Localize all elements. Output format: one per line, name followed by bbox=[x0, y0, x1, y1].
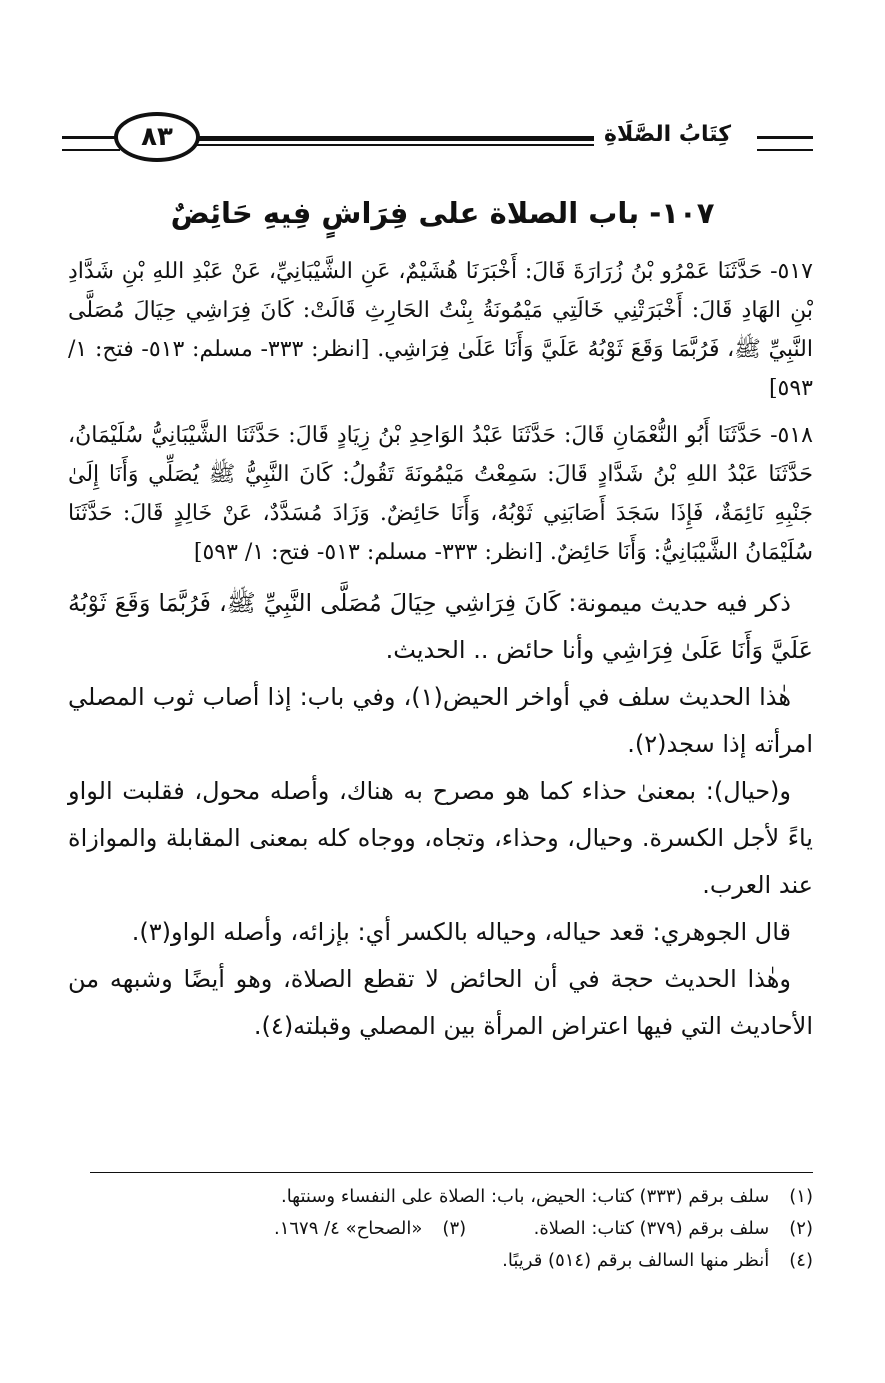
footnote-number: (٤) bbox=[789, 1250, 813, 1271]
footnotes bbox=[90, 1172, 813, 1277]
commentary-paragraph: قال الجوهري: قعد حياله، وحياله بالكسر أي: بإزائه، وأصله الواو(٣). bbox=[131, 918, 791, 946]
footnote bbox=[90, 1213, 813, 1245]
commentary-paragraph: ذكر فيه حديث ميمونة: كَانَ فِرَاشِي حِيَالَ مُصَلَّى النَّبِيِّ ﷺ، فَرُبَّمَا وَقَعَ ثَوْبُهُ عَلَيَّ وَأَنَا عَلَىٰ فِرَاشِي وأنا حائض .. الحديث. bbox=[68, 589, 813, 664]
header-ornament-left bbox=[62, 136, 120, 151]
page-number: ٨٣ bbox=[114, 112, 200, 162]
hadith-518: ٥١٨- حَدَّثَنَا أَبُو النُّعْمَانِ قَالَ: حَدَّثَنَا عَبْدُ الوَاحِدِ بْنُ زِيَادٍ قَالَ: حَدَّثَنَا الشَّيْبَانِيُّ سُلَيْمَانُ، حَدَّثَنَا عَبْدُ اللهِ بْنُ شَدَّادٍ قَالَ: سَمِعْتُ مَيْمُونَةَ تَقُولُ: كَانَ النَّبِيُّ ﷺ يُصَلِّي وَأَنَا إِلَىٰ جَنْبِهِ نَائِمَةٌ، فَإِذَا سَجَدَ أَصَابَنِي ثَوْبُهُ، وَأَنَا حَائِضٌ. وَزَادَ مُسَدَّدٌ، عَنْ خَالِدٍ قَالَ: حَدَّثَنَا سُلَيْمَانُ الشَّيْبَانِيُّ: وَأَنَا حَائِضٌ. [انظر: ٣٣٣- مسلم: ٥١٣- فتح: ١/ ٥٩٣] bbox=[68, 423, 813, 565]
page-header bbox=[62, 108, 813, 170]
commentary-paragraph: و(حيال): بمعنىٰ حذاء كما هو مصرح به هناك، وأصله محول، فقلبت الواو ياءً لأجل الكسرة. وحيال، وحذاء، وتجاه، ووجاه كله بمعنى المقابلة والموازاة عند العرب. bbox=[68, 777, 813, 899]
footnote-text: سلف برقم (٣٣٣) كتاب: الحيض، باب: الصلاة على النفساء وسنتها. bbox=[280, 1186, 770, 1207]
commentary-paragraph: هٰذا الحديث سلف في أواخر الحيض(١)، وفي باب: إذا أصاب ثوب المصلي امرأته إذا سجد(٢). bbox=[68, 683, 813, 758]
footnote bbox=[90, 1245, 813, 1277]
footnote-number: (١) bbox=[789, 1186, 813, 1207]
main-text bbox=[68, 252, 813, 1050]
chapter-title: ١٠٧- باب الصلاة على فِرَاشٍ فِيهِ حَائِضٌ bbox=[170, 196, 715, 230]
commentary-paragraph: وهٰذا الحديث حجة في أن الحائض لا تقطع الصلاة، وهو أيضًا وشبهه من الأحاديث التي فيها اعتراض المرأة بين المصلي وقبلته(٤). bbox=[68, 965, 813, 1040]
footnote-text: «الصحاح» ٤/ ١٦٧٩. bbox=[273, 1218, 423, 1239]
footnote-number: (٣) bbox=[442, 1218, 467, 1239]
header-ornament-right bbox=[757, 136, 813, 151]
footnote bbox=[90, 1181, 813, 1213]
hadith-517: ٥١٧- حَدَّثَنَا عَمْرُو بْنُ زُرَارَةَ قَالَ: أَخْبَرَنَا هُشَيْمٌ، عَنِ الشَّيْبَانِيِّ، عَنْ عَبْدِ اللهِ بْنِ شَدَّادِ بْنِ الهَادِ قَالَ: أَخْبَرَتْنِي خَالَتِي مَيْمُونَةُ بِنْتُ الحَارِثِ قَالَتْ: كَانَ فِرَاشِي حِيَالَ مُصَلَّى النَّبِيِّ ﷺ، فَرُبَّمَا وَقَعَ ثَوْبُهُ عَلَيَّ وَأَنَا عَلَىٰ فِرَاشِي. [انظر: ٣٣٣- مسلم: ٥١٣- فتح: ١/ ٥٩٣] bbox=[68, 259, 813, 401]
running-head: كِتَابُ الصَّلَاةِ bbox=[594, 122, 741, 147]
footnote-text: سلف برقم (٣٧٩) كتاب: الصلاة. bbox=[533, 1218, 770, 1239]
footnote-number: (٢) bbox=[789, 1218, 813, 1239]
footnote-text: أنظر منها السالف برقم (٥١٤) قريبًا. bbox=[502, 1250, 770, 1271]
